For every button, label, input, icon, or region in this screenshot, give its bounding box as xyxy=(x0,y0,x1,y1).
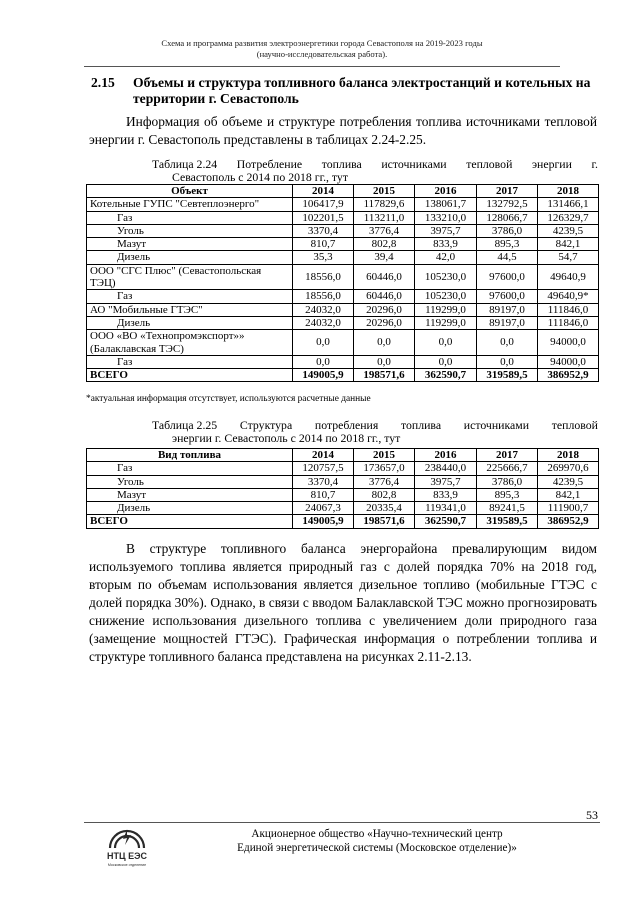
page-number: 53 xyxy=(586,808,598,822)
table-row xyxy=(87,475,599,488)
row-value: 97600,0 xyxy=(477,264,538,290)
table-row xyxy=(87,251,599,264)
row-value: 895,3 xyxy=(477,488,538,501)
row-value: 105230,0 xyxy=(415,264,477,290)
row-value: 120757,5 xyxy=(293,462,354,475)
table-row xyxy=(87,303,599,316)
row-value: 24032,0 xyxy=(293,303,354,316)
row-value: 842,1 xyxy=(538,488,599,501)
table1-caption-line2: Севастополь с 2014 по 2018 гг., тут xyxy=(172,170,348,184)
row-label: Уголь xyxy=(87,475,293,488)
row-value: 269970,6 xyxy=(538,462,599,475)
row-value: 842,1 xyxy=(538,238,599,251)
table2-caption-line2: энергии г. Севастополь с 2014 по 2018 гг., тут xyxy=(172,431,401,445)
row-value: 225666,7 xyxy=(477,462,538,475)
row-value: 0,0 xyxy=(293,355,354,368)
row-value: 89197,0 xyxy=(477,303,538,316)
row-value: 173657,0 xyxy=(354,462,415,475)
row-value: 386952,9 xyxy=(538,369,599,382)
fuel-consumption-table xyxy=(86,184,599,382)
row-label: Газ xyxy=(87,211,293,224)
row-value: 0,0 xyxy=(415,355,477,368)
column-header-label: Объект xyxy=(87,185,293,198)
table2-caption-word: топлива xyxy=(401,418,442,432)
fuel-structure-table xyxy=(86,448,599,529)
row-value: 833,9 xyxy=(415,488,477,501)
row-value: 94000,0 xyxy=(538,330,599,356)
table1-caption-word: Потребление xyxy=(236,157,303,171)
row-value: 362590,7 xyxy=(415,515,477,528)
row-value: 132792,5 xyxy=(477,198,538,211)
row-value: 810,7 xyxy=(293,238,354,251)
row-label: Дизель xyxy=(87,316,293,329)
footer-line1: Акционерное общество «Научно-технический центр xyxy=(251,828,503,840)
table1-caption-word: г. xyxy=(591,157,598,171)
row-label: ООО «ВО «Технопромэкспорт»» (Балаклавская ТЭС) xyxy=(87,330,293,356)
row-value: 102201,5 xyxy=(293,211,354,224)
table2-caption-word: Структура xyxy=(239,418,293,432)
row-value: 802,8 xyxy=(354,238,415,251)
row-value: 895,3 xyxy=(477,238,538,251)
table-row xyxy=(87,264,599,290)
table1-caption-word: топлива xyxy=(321,157,362,171)
row-value: 319589,5 xyxy=(477,515,538,528)
row-value: 238440,0 xyxy=(415,462,477,475)
table-row xyxy=(87,515,599,528)
column-header-year: 2018 xyxy=(538,449,599,462)
row-value: 18556,0 xyxy=(293,264,354,290)
row-value: 44,5 xyxy=(477,251,538,264)
row-label: Газ xyxy=(87,355,293,368)
row-value: 0,0 xyxy=(477,355,538,368)
column-header-year: 2014 xyxy=(293,185,354,198)
row-value: 0,0 xyxy=(415,330,477,356)
row-value: 42,0 xyxy=(415,251,477,264)
row-value: 20335,4 xyxy=(354,502,415,515)
table1-caption xyxy=(152,158,598,184)
column-header-year: 2014 xyxy=(293,449,354,462)
row-value: 119299,0 xyxy=(415,316,477,329)
table-row xyxy=(87,330,599,356)
row-value: 4239,5 xyxy=(538,475,599,488)
section-number: 2.15 xyxy=(91,75,115,90)
row-value: 0,0 xyxy=(354,355,415,368)
table1-caption-word: энергии xyxy=(531,157,572,171)
row-value: 362590,7 xyxy=(415,369,477,382)
row-value: 18556,0 xyxy=(293,290,354,303)
row-value: 319589,5 xyxy=(477,369,538,382)
column-header-year: 2015 xyxy=(354,449,415,462)
header-divider xyxy=(84,66,560,67)
row-label: Газ xyxy=(87,462,293,475)
footer-organization xyxy=(212,827,542,855)
table-row xyxy=(87,211,599,224)
row-value: 138061,7 xyxy=(415,198,477,211)
table-row xyxy=(87,369,599,382)
running-header-line1: Схема и программа развития электроэнергетики города Севастополя на 2019-2023 годы xyxy=(161,38,483,48)
footer-divider xyxy=(84,822,600,823)
table2-caption-word: тепловой xyxy=(551,418,598,432)
column-header-year: 2016 xyxy=(415,185,477,198)
row-value: 39,4 xyxy=(354,251,415,264)
table-row xyxy=(87,462,599,475)
row-value: 810,7 xyxy=(293,488,354,501)
table1-caption-word: источниками xyxy=(381,157,447,171)
row-value: 35,3 xyxy=(293,251,354,264)
row-label: Котельные ГУПС "Севтеплоэнерго" xyxy=(87,198,293,211)
table1-header-row xyxy=(87,185,599,198)
row-value: 60446,0 xyxy=(354,264,415,290)
row-value: 105230,0 xyxy=(415,290,477,303)
row-value: 111846,0 xyxy=(538,316,599,329)
row-label: Мазут xyxy=(87,238,293,251)
row-value: 49640,9 xyxy=(538,264,599,290)
table2-caption xyxy=(152,419,598,445)
row-value: 3786,0 xyxy=(477,475,538,488)
table2-header-row xyxy=(87,449,599,462)
table2-caption-word: источниками xyxy=(463,418,530,432)
table-row xyxy=(87,502,599,515)
table-row xyxy=(87,198,599,211)
running-header-line2: (научно-исследовательская работа). xyxy=(256,49,388,59)
row-value: 20296,0 xyxy=(354,316,415,329)
row-value: 833,9 xyxy=(415,238,477,251)
row-value: 89197,0 xyxy=(477,316,538,329)
row-value: 198571,6 xyxy=(354,515,415,528)
row-label: Дизель xyxy=(87,502,293,515)
table-row xyxy=(87,355,599,368)
row-label: Мазут xyxy=(87,488,293,501)
logo-subtext: Московское отделение xyxy=(107,863,147,867)
row-value: 49640,9* xyxy=(538,290,599,303)
table-row xyxy=(87,316,599,329)
row-value: 3776,4 xyxy=(354,475,415,488)
table1-caption-prefix: Таблица 2.24 xyxy=(152,157,218,171)
row-value: 133210,0 xyxy=(415,211,477,224)
logo-wordmark: НТЦ ЕЭС xyxy=(107,851,147,861)
row-label: ВСЕГО xyxy=(87,515,293,528)
row-label: Дизель xyxy=(87,251,293,264)
row-value: 89241,5 xyxy=(477,502,538,515)
row-value: 126329,7 xyxy=(538,211,599,224)
row-value: 0,0 xyxy=(477,330,538,356)
row-value: 802,8 xyxy=(354,488,415,501)
column-header-year: 2017 xyxy=(477,185,538,198)
row-value: 94000,0 xyxy=(538,355,599,368)
row-value: 20296,0 xyxy=(354,303,415,316)
row-value: 4239,5 xyxy=(538,224,599,237)
table-row xyxy=(87,238,599,251)
row-label: ООО "СГС Плюс" (Севастопольская ТЭЦ) xyxy=(87,264,293,290)
row-label: Уголь xyxy=(87,224,293,237)
intro-paragraph: Информация об объеме и структуре потребления топлива источниками тепловой энергии г. Севастополь представлены в таблицах 2.24-2.25. xyxy=(89,114,597,147)
row-value: 111900,7 xyxy=(538,502,599,515)
row-value: 24067,3 xyxy=(293,502,354,515)
row-value: 106417,9 xyxy=(293,198,354,211)
section-title: Объемы и структура топливного баланса электростанций и котельных на территории г. Севастополь xyxy=(133,75,591,106)
row-value: 113211,0 xyxy=(354,211,415,224)
row-value: 0,0 xyxy=(293,330,354,356)
row-value: 119299,0 xyxy=(415,303,477,316)
row-value: 128066,7 xyxy=(477,211,538,224)
running-header xyxy=(84,38,560,60)
ntc-ees-logo-icon xyxy=(96,826,158,870)
table2-caption-word: потребления xyxy=(314,418,379,432)
row-value: 198571,6 xyxy=(354,369,415,382)
row-value: 60446,0 xyxy=(354,290,415,303)
row-value: 3370,4 xyxy=(293,224,354,237)
row-value: 24032,0 xyxy=(293,316,354,329)
closing-paragraph: В структуре топливного баланса энергорайона превалирующим видом используемого топлива является природный газ с долей порядка 70% на 2018 год, вторым по объемам использования является дизельное топливо (мобильные ГТЭС с долей порядка 30%). Однако, в связи с вводом Балаклавской ТЭС можно прогнозировать снижение использования дизельного топлива с увеличением доли природного газа (замещение мощностей ГТЭС). Графическая информация о потреблении топлива и структуре топливного баланса представлена на рисунках 2.11-2.13. xyxy=(89,541,597,664)
row-value: 111846,0 xyxy=(538,303,599,316)
row-value: 0,0 xyxy=(354,330,415,356)
column-header-label: Вид топлива xyxy=(87,449,293,462)
column-header-year: 2018 xyxy=(538,185,599,198)
table-row xyxy=(87,224,599,237)
footer-line2: Единой энергетической системы (Московское отделение)» xyxy=(237,842,517,854)
row-value: 3776,4 xyxy=(354,224,415,237)
table-row xyxy=(87,488,599,501)
row-label: ВСЕГО xyxy=(87,369,293,382)
row-value: 3786,0 xyxy=(477,224,538,237)
table1-caption-word: тепловой xyxy=(466,157,513,171)
row-value: 149005,9 xyxy=(293,369,354,382)
row-value: 3975,7 xyxy=(415,224,477,237)
row-value: 117829,6 xyxy=(354,198,415,211)
column-header-year: 2017 xyxy=(477,449,538,462)
row-value: 149005,9 xyxy=(293,515,354,528)
row-value: 131466,1 xyxy=(538,198,599,211)
row-label: Газ xyxy=(87,290,293,303)
row-value: 386952,9 xyxy=(538,515,599,528)
row-value: 119341,0 xyxy=(415,502,477,515)
row-value: 97600,0 xyxy=(477,290,538,303)
column-header-year: 2016 xyxy=(415,449,477,462)
row-label: АО "Мобильные ГТЭС" xyxy=(87,303,293,316)
row-value: 3975,7 xyxy=(415,475,477,488)
table2-caption-prefix: Таблица 2.25 xyxy=(152,418,218,432)
row-value: 3370,4 xyxy=(293,475,354,488)
table-row xyxy=(87,290,599,303)
row-value: 54,7 xyxy=(538,251,599,264)
table1-footnote: *актуальная информация отсутствует, используются расчетные данные xyxy=(86,394,371,404)
column-header-year: 2015 xyxy=(354,185,415,198)
